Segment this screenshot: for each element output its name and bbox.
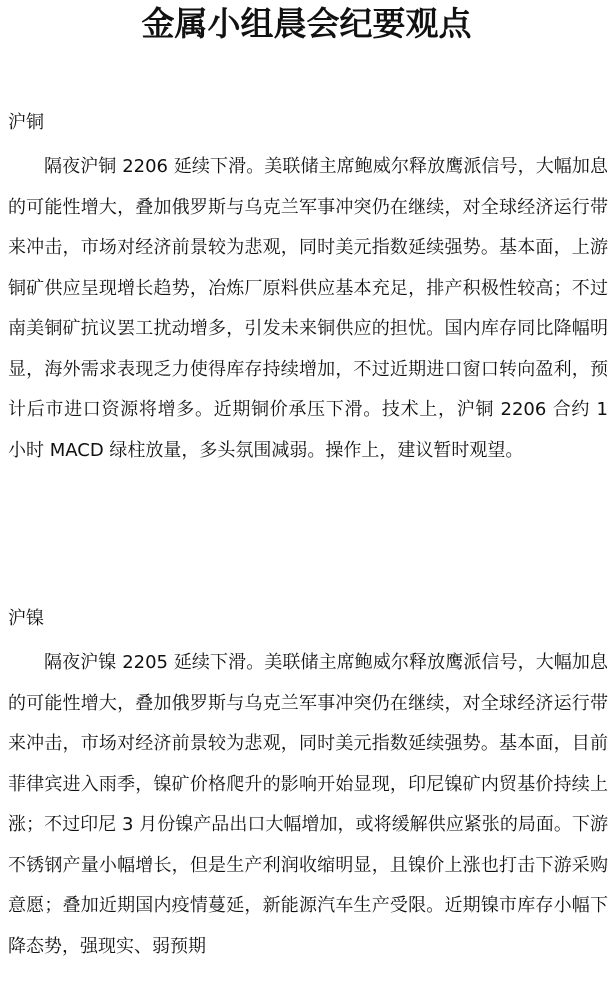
section-heading-nickel: 沪镍: [8, 608, 44, 629]
section-paragraph-copper: 隔夜沪铜 2206 延续下滑。美联储主席鲍威尔释放鹰派信号，大幅加息的可能性增大，叠加俄罗斯与乌克兰军事冲突仍在继续，对全球经济运行带来冲击，市场对经济前景较为悲观，同时美元指数延续强势。基本面，上游铜矿供应呈现增长趋势，冶炼厂原料供应基本充足，排产积极性较高；不过南美铜矿抗议罢工扰动增多，引发未来铜供应的担忧。国内库存同比降幅明显，海外需求表现乏力使得库存持续增加，不过近期进口窗口转向盈利，预计后市进口资源将增多。近期铜价承压下滑。技术上，沪铜 2206 合约 1 小时 MACD 绿柱放量，多头氛围减弱。操作上，建议暂时观望。: [8, 156, 608, 461]
section-paragraph-nickel: 隔夜沪镍 2205 延续下滑。美联储主席鲍威尔释放鹰派信号，大幅加息的可能性增大，叠加俄罗斯与乌克兰军事冲突仍在继续，对全球经济运行带来冲击，市场对经济前景较为悲观，同时美元指数延续强势。基本面，目前菲律宾进入雨季，镍矿价格爬升的影响开始显现，印尼镍矿内贸基价持续上涨；不过印尼 3 月份镍产品出口大幅增加，或将缓解供应紧张的局面。下游不锈钢产量小幅增长，但是生产利润收缩明显，且镍价上涨也打击下游采购意愿；叠加近期国内疫情蔓延，新能源汽车生产受限。近期镍市库存小幅下降态势，强现实、弱预期: [8, 652, 608, 957]
document-title: 金属小组晨会纪要观点: [141, 4, 472, 43]
section-heading-copper: 沪铜: [8, 112, 44, 133]
